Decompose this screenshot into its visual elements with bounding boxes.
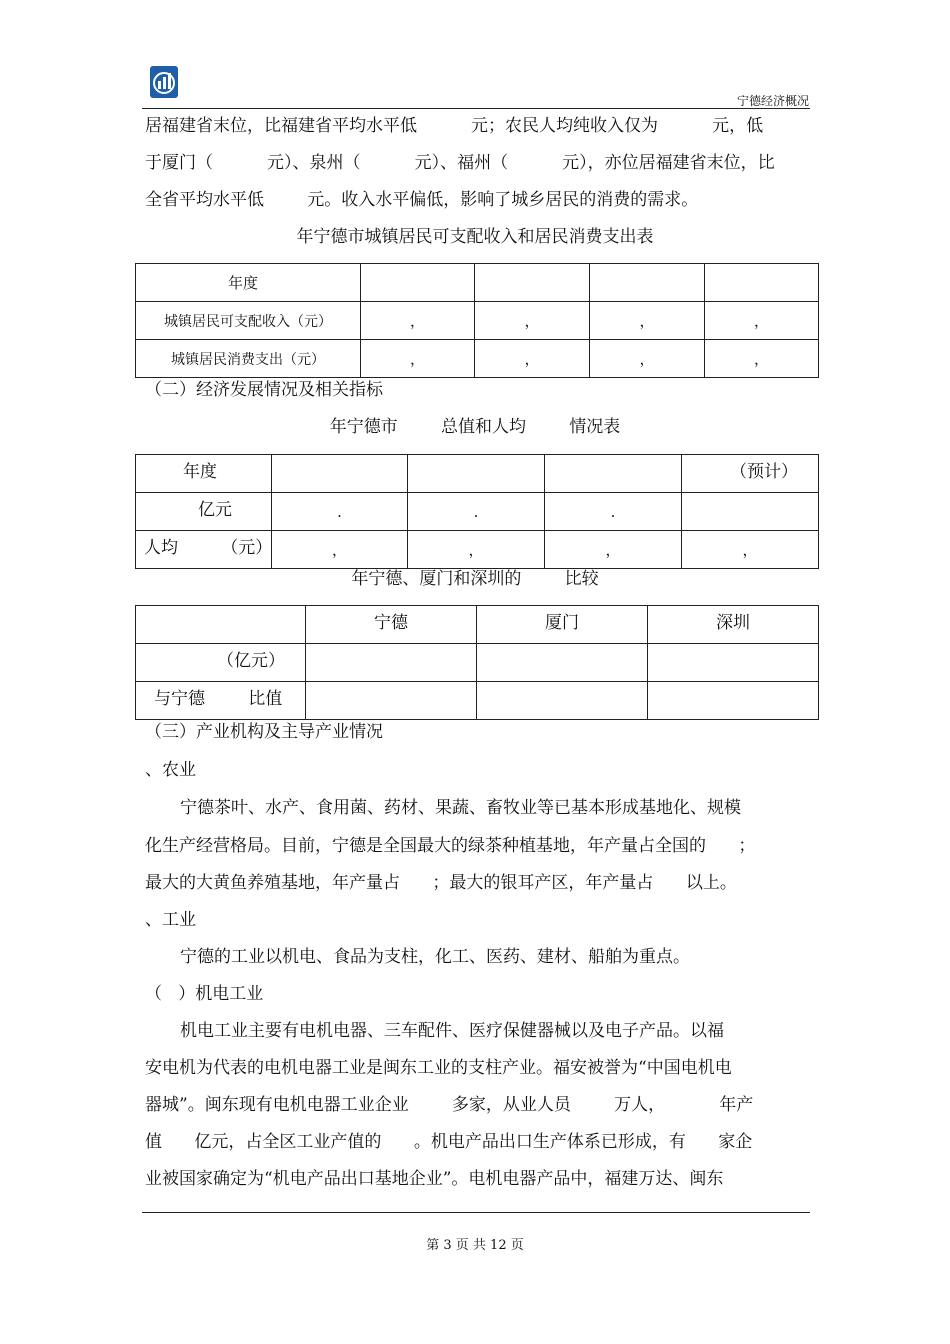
paragraph-line: 业被国家确定为“机电产品出口基地企业”。电机电器产品中，福建万达、闽东 — [145, 1169, 724, 1189]
table-cell: . — [272, 493, 408, 531]
table-cell — [306, 682, 477, 720]
table-cell — [272, 455, 408, 493]
paragraph-line: 于厦门（ 元）、泉州（ 元）、福州（ 元），亦位居福建省末位，比 — [145, 153, 775, 173]
year-header: 年度 — [183, 462, 217, 482]
row-label-text: 人均 （元） — [144, 538, 273, 558]
section-heading: （二）经济发展情况及相关指标 — [145, 380, 383, 400]
row-label — [136, 682, 306, 720]
table-cell: . — [408, 493, 545, 531]
table-cell: ， — [545, 531, 682, 569]
paragraph-line: 全省平均水平低 元。收入水平偏低，影响了城乡居民的消费的需求。 — [145, 190, 699, 210]
table-cell — [682, 493, 819, 531]
table-cell: ， — [272, 531, 408, 569]
row-label-text: 与宁德 比值 — [154, 689, 283, 709]
row-label-text: 亿元 — [198, 500, 232, 520]
table-cell: ， — [590, 302, 705, 340]
bar-chart-logo-icon — [150, 66, 178, 98]
income-expense-table — [135, 263, 819, 378]
table-cell: ， — [475, 302, 590, 340]
table-row — [136, 302, 819, 340]
paragraph-line: 宁德的工业以机电、食品为支柱，化工、医药、建材、船舶为重点。 — [180, 947, 690, 967]
paragraph-line: 器城”。闽东现有电机电器工业企业 多家，从业人员 万人， 年产 — [145, 1095, 754, 1115]
table3-title: 年宁德、厦门和深圳的 比较 — [351, 569, 599, 589]
paragraph-line: 居福建省末位，比福建省平均水平低 元；农民人均纯收入仅为 元，低 — [145, 116, 764, 136]
table-cell — [136, 455, 272, 493]
column-header-shenzhen: 深圳 — [648, 606, 819, 644]
column-header-ningde: 宁德 — [306, 606, 477, 644]
table-cell — [477, 682, 648, 720]
table2-title: 年宁德市 总值和人均 情况表 — [329, 417, 621, 437]
table-cell — [408, 455, 545, 493]
row-label — [136, 644, 306, 682]
table-row — [136, 493, 819, 531]
column-header-xiamen: 厦门 — [477, 606, 648, 644]
page-number: 第 3 页 共 12 页 — [426, 1238, 524, 1253]
paragraph-line: 宁德茶叶、水产、食用菌、药材、果蔬、畜牧业等已基本形成基地化、规模 — [180, 798, 741, 818]
paragraph-line: 安电机为代表的电机电器工业是闽东工业的支柱产业。福安被誉为“中国电机电 — [145, 1058, 732, 1078]
table-cell: ， — [475, 340, 590, 378]
table-row — [136, 682, 819, 720]
subsection-heading-mech: （ ）机电工业 — [145, 984, 264, 1004]
gdp-table — [135, 454, 819, 569]
paragraph-line: 机电工业主要有电机电器、三车配件、医疗保健器械以及电子产品。以福 — [180, 1021, 724, 1041]
table-cell: ， — [408, 531, 545, 569]
table-cell: ， — [705, 302, 819, 340]
header-title: 宁德经济概况 — [736, 94, 809, 108]
subsection-heading-agriculture: 、农业 — [145, 760, 196, 780]
table-row — [136, 531, 819, 569]
table-row — [136, 644, 819, 682]
table-cell: ， — [361, 302, 475, 340]
section-heading: （三）产业机构及主导产业情况 — [145, 722, 383, 742]
table1-title: 年宁德市城镇居民可支配收入和居民消费支出表 — [296, 227, 654, 247]
city-comparison-table — [135, 605, 819, 720]
table-cell — [306, 644, 477, 682]
paragraph-line: 化生产经营格局。目前，宁德是全国最大的绿茶种植基地，年产量占全国的 ； — [145, 836, 756, 856]
row-label: 城镇居民消费支出（元） — [136, 340, 361, 378]
table-cell: ， — [705, 340, 819, 378]
row-label: 城镇居民可支配收入（元） — [136, 302, 361, 340]
table-cell: . — [545, 493, 682, 531]
table-cell — [477, 644, 648, 682]
table-row — [136, 340, 819, 378]
header-rule — [142, 108, 810, 109]
year-header: 年度 — [228, 274, 259, 292]
row-label-text: （亿元） — [217, 651, 285, 671]
table-cell — [545, 455, 682, 493]
table-cell — [475, 264, 590, 302]
table-cell: ， — [590, 340, 705, 378]
table-cell: ， — [361, 340, 475, 378]
table-cell — [136, 264, 361, 302]
table-cell — [648, 682, 819, 720]
table-cell — [682, 455, 819, 493]
paragraph-line: 值 亿元，占全区工业产值的 。机电产品出口生产体系已形成，有 家企 — [145, 1132, 753, 1152]
table-cell — [648, 644, 819, 682]
paragraph-line: 最大的大黄鱼养殖基地，年产量占 ；最大的银耳产区，年产量占 以上。 — [145, 873, 737, 893]
table-cell — [136, 606, 306, 644]
subsection-heading-industry: 、工业 — [145, 910, 196, 930]
table-cell — [590, 264, 705, 302]
forecast-label: （预计） — [730, 462, 798, 482]
row-label — [136, 493, 272, 531]
table-cell — [361, 264, 475, 302]
row-label — [136, 531, 272, 569]
footer-rule — [142, 1212, 810, 1213]
table-cell: ， — [682, 531, 819, 569]
table-cell — [705, 264, 819, 302]
